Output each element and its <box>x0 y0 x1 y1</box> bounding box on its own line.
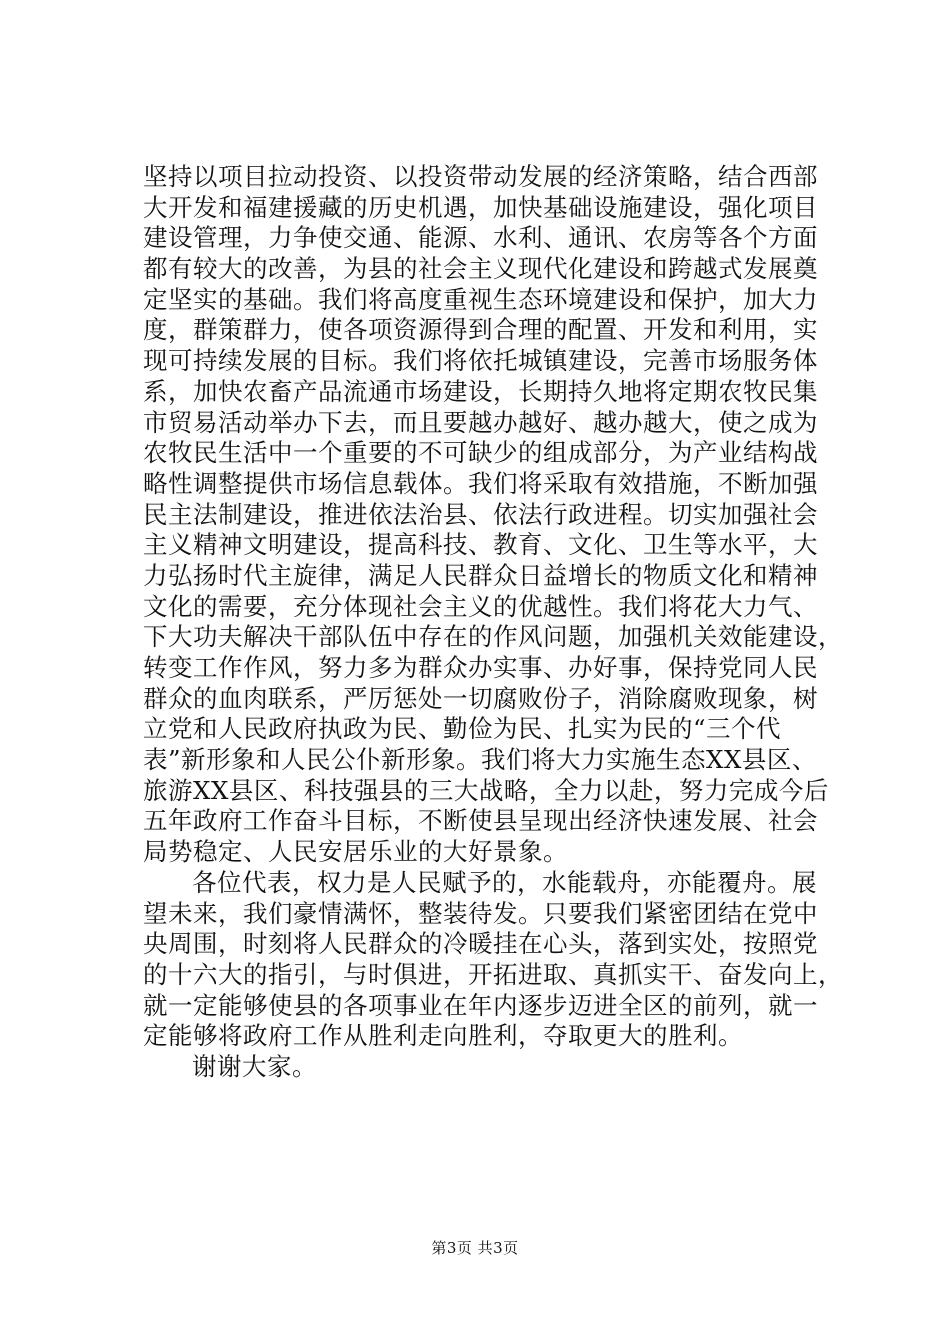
text-line: 就一定能够使县的各项事业在年内逐步迈进全区的前列，就一 <box>143 990 818 1020</box>
text-line: 市贸易活动举办下去，而且要越办越好、越办越大，使之成为 <box>143 407 818 437</box>
text-line: 五年政府工作奋斗目标，不断使县呈现出经济快速发展、社会 <box>143 806 818 836</box>
text-line: 建设管理，力争使交通、能源、水利、通讯、农房等各个方面 <box>143 223 818 253</box>
text-line: 度，群策群力，使各项资源得到合理的配置、开发和利用，实 <box>143 315 818 345</box>
body-text <box>143 162 843 1083</box>
text-line: 力弘扬时代主旋律，满足人民群众日益增长的物质文化和精神 <box>143 560 818 590</box>
text-line: 民主法制建设，推进依法治县、依法行政进程。切实加强社会 <box>143 499 818 529</box>
text-line: 局势稳定、人民安居乐业的大好景象。 <box>143 837 568 867</box>
text-line: 大开发和福建援藏的历史机遇，加快基础设施建设，强化项目 <box>143 192 818 222</box>
text-line: 的十六大的指引，与时俱进，开拓进取、真抓实干、奋发向上， <box>143 959 843 989</box>
text-line: 略性调整提供市场信息载体。我们将采取有效措施，不断加强 <box>143 468 818 498</box>
text-line: 系，加快农畜产品流通市场建设，长期持久地将定期农牧民集 <box>143 376 818 406</box>
text-line: 定能够将政府工作从胜利走向胜利，夺取更大的胜利。 <box>143 1021 743 1051</box>
paragraph-start-line: 各位代表，权力是人民赋予的，水能载舟，亦能覆舟。展 <box>192 867 817 897</box>
text-line: 现可持续发展的目标。我们将依托城镇建设，完善市场服务体 <box>143 346 818 376</box>
page-footer: 第3页 共3页 <box>431 1239 519 1257</box>
text-line: 坚持以项目拉动投资、以投资带动发展的经济策略，结合西部 <box>143 162 818 191</box>
text-line: 定坚实的基础。我们将高度重视生态环境建设和保护，加大力 <box>143 284 818 314</box>
text-line: 转变工作作风，努力多为群众办实事、办好事，保持党同人民 <box>143 653 818 682</box>
text-line: 群众的血肉联系，严厉惩处一切腐败份子，消除腐败现象，树 <box>143 683 818 713</box>
closing-line: 谢谢大家。 <box>192 1051 317 1081</box>
text-line: 文化的需要，充分体现社会主义的优越性。我们将花大力气、 <box>143 591 818 621</box>
text-line: 央周围，时刻将人民群众的冷暖挂在心头，落到实处，按照党 <box>143 929 818 959</box>
text-line: 旅游XX县区、科技强县的三大战略，全力以赴，努力完成今后 <box>143 775 829 805</box>
text-line: 主义精神文明建设，提高科技、教育、文化、卫生等水平，大 <box>143 530 818 560</box>
text-line: 农牧民生活中一个重要的不可缺少的组成部分，为产业结构战 <box>143 438 818 468</box>
text-line: 都有较大的改善，为县的社会主义现代化建设和跨越式发展奠 <box>143 254 818 284</box>
text-line: 下大功夫解决干部队伍中存在的作风问题，加强机关效能建设， <box>143 622 843 652</box>
text-line: 立党和人民政府执政为民、勤俭为民、扎实为民的“三个代 <box>143 714 782 744</box>
text-line: 表”新形象和人民公仆新形象。我们将大力实施生态XX县区、 <box>143 745 817 775</box>
text-line: 望未来，我们豪情满怀，整装待发。只要我们紧密团结在党中 <box>143 898 818 928</box>
